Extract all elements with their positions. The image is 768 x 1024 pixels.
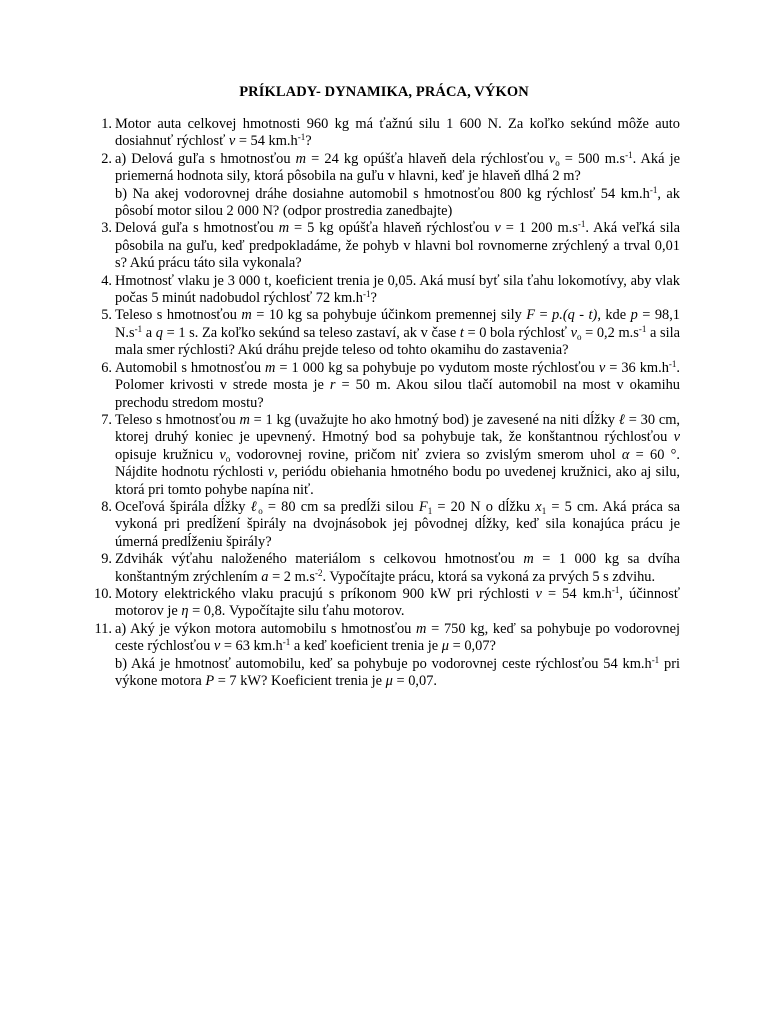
problem-number: 10.	[94, 585, 112, 602]
problem-item	[88, 273, 680, 308]
problem-number: 2.	[101, 150, 112, 167]
problem-number: 3.	[101, 220, 112, 237]
problem-item	[88, 151, 680, 221]
problem-text: Oceľová špirála dĺžky ℓ$_o$ = 80 cm sa predĺži silou $F_1 = 20$ N o dĺžku $x_1 = 5$ cm. Aká práca sa vykoná pri predĺžení špirály na dvojnásobok jej pôvodnej dĺžky, keď sila konajúca prácu je úmerná predĺženiu špirály?	[115, 498, 681, 550]
problem-number: 8.	[101, 498, 112, 515]
problem-number: 9.	[101, 551, 112, 568]
problem-number: 1.	[101, 116, 112, 132]
problem-text: Motor auta celkovej hmotnosti 960 kg má ťažnú silu 1 600 N. Za koľko sekúnd môže auto dosiahnuť rýchlosť v = 54 $km.h^{-1}$?	[115, 116, 680, 150]
problem-item	[88, 360, 680, 412]
problem-item	[88, 116, 680, 151]
problem-text: Hmotnosť vlaku je 3 000 t, koeficient trenia je 0,05. Aká musí byť sila ťahu lokomotívy, aby vlak počas 5 minút nadobudol rýchlosť 72 $km.h^{-1}$?	[115, 272, 680, 307]
problem-item	[88, 412, 680, 499]
problem-number: 6.	[101, 359, 112, 376]
problem-item	[88, 551, 680, 586]
problem-text: Automobil s hmotnosťou m = 1 000 kg sa pohybuje po vydutom moste rýchlosťou v = 36 $km.h^{-1}$. Polomer krivosti v strede mosta je r = 50 m. Akou silou tlačí automobil na most v okamihu prechodu stredom mostu?	[115, 358, 681, 411]
problem-number: 5.	[101, 307, 112, 324]
problem-text: Motory elektrického vlaku pracujú s príkonom 900 kW pri rýchlosti v = 54 $km.h^{-1}$, účinnosť motorov je η = 0,8. Vypočítajte silu ťahu motorov.	[115, 584, 680, 620]
problem-item	[88, 220, 680, 272]
problem-number: 11.	[94, 620, 112, 637]
problem-number: 7.	[101, 411, 112, 428]
problem-text: Delová guľa s hmotnosťou m = 5 kg opúšťa hlaveň rýchlosťou v = 1 200 $m.s^{-1}$. Aká veľká sila pôsobila na guľu, keď predpokladáme, že pohyb v hlavni bol rovnomerne zrýchlený a trval 0,01 s? Akú prácu táto sila vykonala?	[115, 219, 680, 272]
problem-text: a) Aký je výkon motora automobilu s hmotnosťou m = 750 kg, keď sa pohybuje po vodorovnej ceste rýchlosťou v = 63 $km.h^{-1}$ a keď koeficient trenia je μ = 0,07? b) Aká je hmotnosť automobilu, keď sa pohybuje po vodorovnej ceste rýchlosťou 54 $km.h^{-1}$ pri výkone motora P = 7 kW? Koeficient trenia je μ = 0,07.	[115, 620, 680, 689]
problem-text: Zdvihák výťahu naloženého materiálom s celkovou hmotnosťou m = 1 000 kg sa dvíha konštantným zrýchlením a = 2 $m.s^{-2}$. Vypočítajte prácu, ktorá sa vykoná za prvých 5 s zdvihu.	[115, 551, 680, 585]
problem-item	[88, 621, 680, 691]
problem-text: Teleso s hmotnosťou m = 1 kg (uvažujte ho ako hmotný bod) je zavesené na niti dĺžky ℓ = 30 cm, ktorej druhý koniec je upevnený. Hmotný bod sa pohybuje tak, že konštantnou rýchlosťou v opisuje kružnicu $v_o$ vodorovnej rovine, pričom niť zviera so zvislým smerom uhol α = 60 °. Nájdite hodnotu rýchlosti v, periódu obiehania hmotného bodu po uvedenej kružnici, ako aj silu, ktorá pri tomto pohybe napína niť.	[115, 411, 680, 498]
page-title: PRÍKLADY- DYNAMIKA, PRÁCA, VÝKON	[239, 84, 529, 100]
problem-item	[88, 499, 680, 551]
problem-list	[88, 116, 680, 690]
problem-number: 4.	[101, 272, 112, 289]
problem-text: a) Delová guľa s hmotnosťou m = 24 kg opúšťa hlaveň dela rýchlosťou $v_o = 500$ $m.s^{-1}$. Aká je priemerná hodnota sily, ktorá pôsobila na guľu v hlavni, keď je hlaveň dlhá 2 m? b) Na akej vodorovnej dráhe dosiahne automobil s hmotnosťou 800 kg rýchlosť 54 $km.h^{-1}$, ak pôsobí motor silou 2 000 N? (odpor prostredia zanedbajte)	[115, 149, 681, 220]
problem-item	[88, 586, 680, 621]
problem-item	[88, 307, 680, 359]
problem-text: Teleso s hmotnosťou m = 10 kg sa pohybuje účinkom premennej sily F = p.(q - t), kde p = 98,1 $N.s^{-1}$ a q = 1 s. Za koľko sekúnd sa teleso zastaví, ak v čase t = 0 bola rýchlosť $v_o = 0,2$ $m.s^{-1}$ a sila mala smer rýchlosti? Akú dráhu prejde teleso od tohto okamihu do zastavenia?	[115, 307, 681, 359]
